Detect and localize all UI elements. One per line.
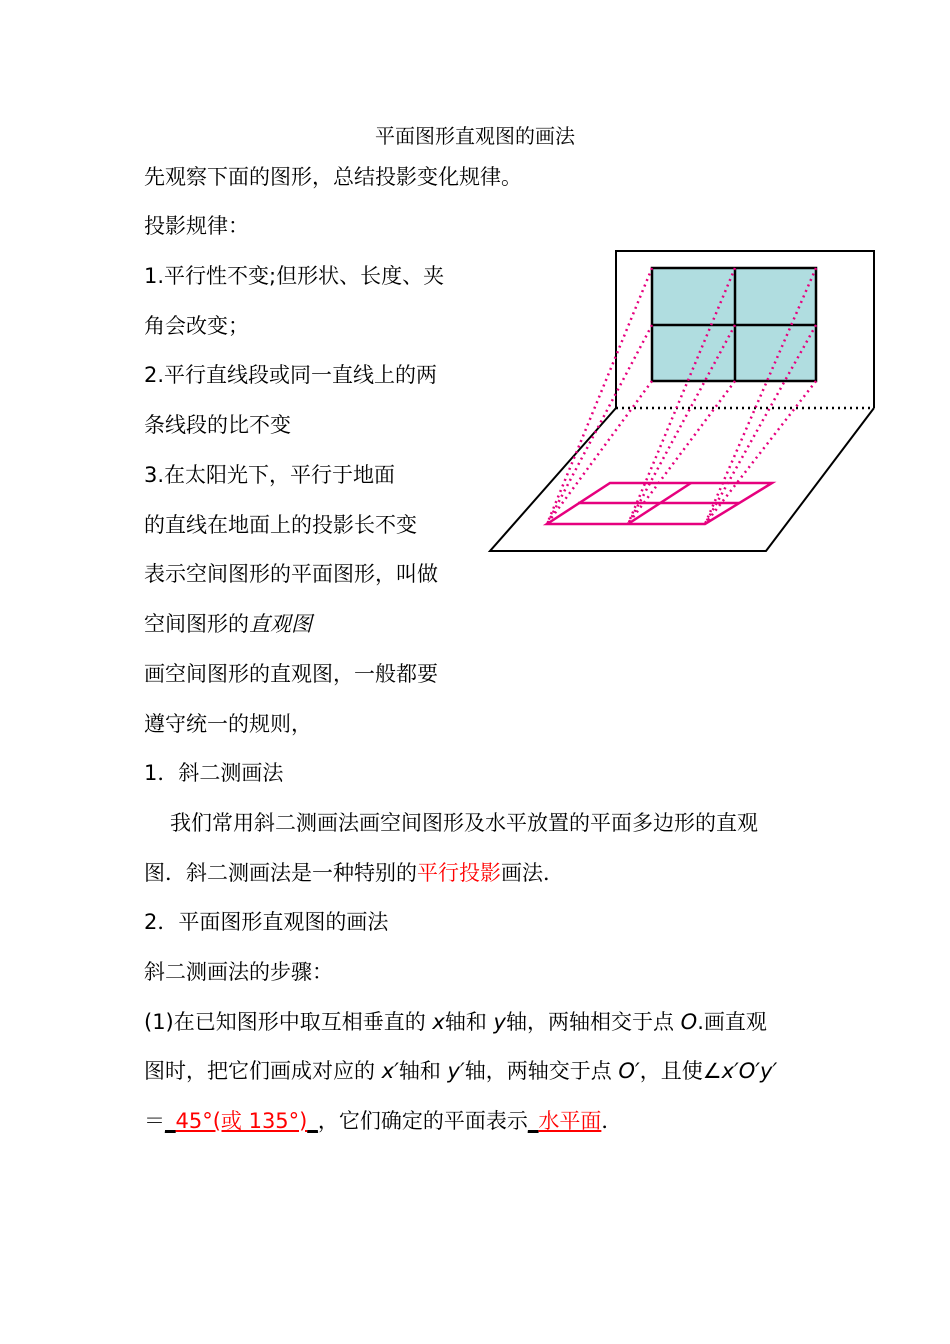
para-suffix: 画法．	[501, 861, 564, 885]
rule-intro-line-1: 画空间图形的直观图，一般都要	[144, 662, 438, 686]
angle-answer: 45°(或 135°)	[175, 1109, 308, 1133]
section-1-para-line-2	[144, 858, 564, 888]
rule-1-line-1: 1.平行性不变;但形状、长度、夹	[144, 264, 445, 288]
step-1-text-a: (1)在已知图形中取互相垂直的	[144, 1010, 426, 1034]
step-1-text-h: ，且使∠	[639, 1059, 722, 1083]
rule-1-line-2: 角会改变；	[144, 314, 249, 338]
rule-2-line-1: 2.平行直线段或同一直线上的两	[144, 363, 438, 387]
rule-3-line-2: 的直线在地面上的投影长不变	[144, 513, 417, 537]
para-prefix: 图．斜二测画法是一种特别的	[144, 861, 417, 885]
section-2-heading: 2．平面图形直观图的画法	[144, 910, 389, 934]
step-1-line-2	[144, 1056, 777, 1086]
ground-outline	[490, 408, 874, 551]
window-shadow	[547, 483, 772, 524]
rule-2-line-2: 条线段的比不变	[144, 413, 291, 437]
step-1-text-c: 轴，两轴相交于点	[505, 1010, 674, 1034]
rules-heading: 投影规律：	[144, 214, 249, 238]
definition-prefix: 空间图形的	[144, 612, 249, 636]
parallel-projection-highlight: 平行投影	[417, 861, 501, 885]
angle-symbol: x′O′y′	[721, 1059, 778, 1083]
step-1-text-g: 轴，两轴交于点	[464, 1059, 612, 1083]
step-1-text-d: .画直观	[697, 1010, 767, 1034]
rule-3-line-1: 3.在太阳光下，平行于地面	[144, 463, 396, 487]
definition-line-1: 表示空间图形的平面图形，叫做	[144, 562, 438, 586]
step-1-text-j: ．	[601, 1109, 623, 1133]
y-prime-symbol: y′	[440, 1059, 465, 1083]
intro-text: 先观察下面的图形，总结投影变化规律。	[144, 165, 522, 189]
x-prime-symbol: x′	[375, 1059, 399, 1083]
step-1-text-i: ，它们确定的平面表示	[317, 1109, 528, 1133]
step-1-text-f: 轴和	[398, 1059, 441, 1083]
definition-term: 直观图	[249, 612, 312, 636]
x-axis-symbol: x	[425, 1010, 445, 1034]
page-title: 平面图形直观图的画法	[375, 124, 575, 148]
origin-prime-symbol: O′	[611, 1059, 640, 1083]
steps-heading: 斜二测画法的步骤：	[144, 960, 333, 984]
rule-intro-line-2: 遵守统一的规则，	[144, 712, 312, 736]
step-1-line-1	[144, 1007, 767, 1037]
plane-answer: 水平面	[538, 1109, 602, 1133]
step-1-text-b: 轴和	[444, 1010, 487, 1034]
step-1-text-e: 图时，把它们画成对应的	[144, 1059, 375, 1083]
y-axis-symbol: y	[486, 1010, 506, 1034]
section-1-heading: 1．斜二测画法	[144, 761, 284, 785]
origin-symbol: O	[673, 1010, 698, 1034]
section-1-para-line-1: 我们常用斜二测画法画空间图形及水平放置的平面多边形的直观	[170, 811, 758, 835]
parallel-projection-diagram	[485, 245, 885, 560]
equals-sign: ＝	[144, 1109, 165, 1133]
definition-line-2	[144, 609, 312, 639]
step-1-line-3: ＝_45°(或 135°)_，它们确定的平面表示_水平面．	[144, 1109, 623, 1133]
